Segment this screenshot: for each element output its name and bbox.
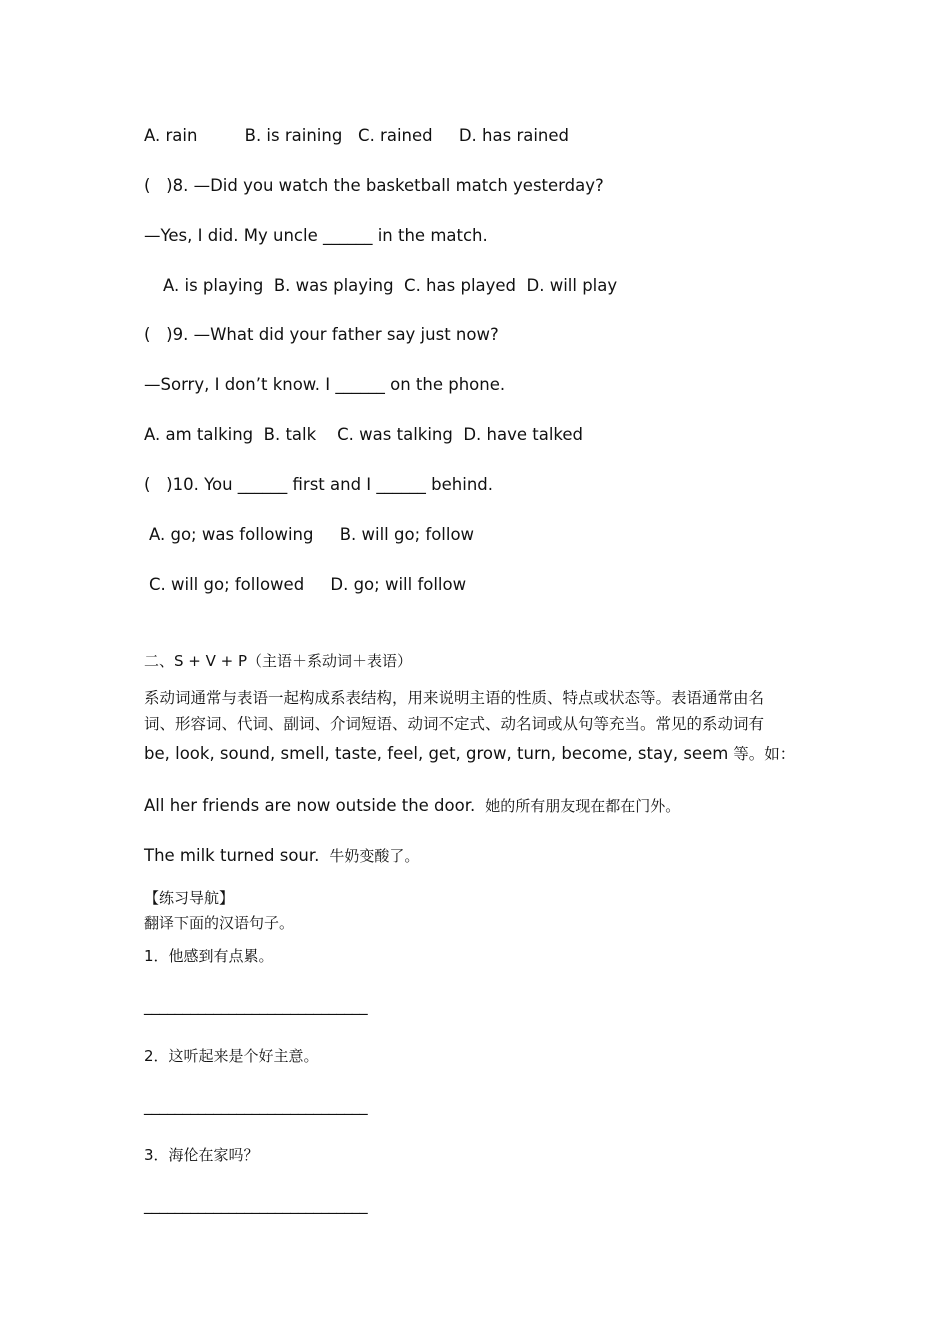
practice-item-text: 海伦在家吗？ [168, 1146, 259, 1164]
q8-options: A. is playing B. was playing C. has played D. will play [163, 276, 618, 295]
paragraph-line-3-cn: 等。如： [733, 745, 796, 763]
q10-options-line1: A. go; was following B. will go; follow [149, 525, 475, 544]
q10-stem: ( )10. You ______ first and I ______ behind. [144, 475, 493, 494]
example-2 [144, 846, 419, 866]
example-2-en: The milk turned sour. [144, 846, 320, 865]
practice-item-number: 2． [144, 1047, 169, 1065]
q8-reply: —Yes, I did. My uncle ______ in the match. [144, 226, 488, 245]
practice-instruction: 翻译下面的汉语句子。 [144, 914, 295, 932]
paragraph-line-1: 系动词通常与表语一起构成系表结构，用来说明主语的性质、特点或状态等。表语通常由名 [144, 689, 765, 707]
q9-reply: —Sorry, I don’t know. I ______ on the phone. [144, 375, 506, 394]
section2-heading: 二、S + V + P（主语＋系动词＋表语） [144, 652, 413, 670]
practice-item-1 [144, 946, 274, 966]
example-2-cn: 牛奶变酸了。 [329, 847, 420, 865]
example-1-en: All her friends are now outside the door. [144, 796, 476, 815]
practice-item-2 [144, 1046, 319, 1066]
answer-line-2[interactable]: _____________________________ [144, 1096, 368, 1115]
linking-verbs-list: be, look, sound, smell, taste, feel, get, grow, turn, become, stay, seem [144, 744, 729, 763]
answer-line-3[interactable]: _____________________________ [144, 1195, 368, 1214]
practice-item-number: 3． [144, 1146, 169, 1164]
q9-stem: ( )9. —What did your father say just now? [144, 325, 499, 344]
example-1 [144, 796, 680, 816]
q10-options-line2: C. will go; followed D. go; will follow [149, 575, 467, 594]
practice-item-text: 这听起来是个好主意。 [168, 1047, 319, 1065]
q9-options: A. am talking B. talk C. was talking D. have talked [144, 425, 584, 444]
example-1-cn: 她的所有朋友现在都在门外。 [485, 797, 681, 815]
section2-paragraph [144, 685, 814, 767]
q8-stem: ( )8. —Did you watch the basketball match yesterday? [144, 176, 604, 195]
practice-item-3 [144, 1145, 259, 1165]
answer-line-1[interactable]: _____________________________ [144, 996, 368, 1015]
q7-options: A. rain B. is raining C. rained D. has rained [144, 126, 570, 145]
paragraph-line-3 [144, 741, 814, 767]
practice-title: 【练习导航】 [144, 889, 235, 907]
practice-item-text: 他感到有点累。 [168, 947, 274, 965]
paragraph-line-2: 词、形容词、代词、副词、介词短语、动词不定式、动名词或从句等充当。常见的系动词有 [144, 715, 765, 733]
practice-item-number: 1． [144, 947, 169, 965]
